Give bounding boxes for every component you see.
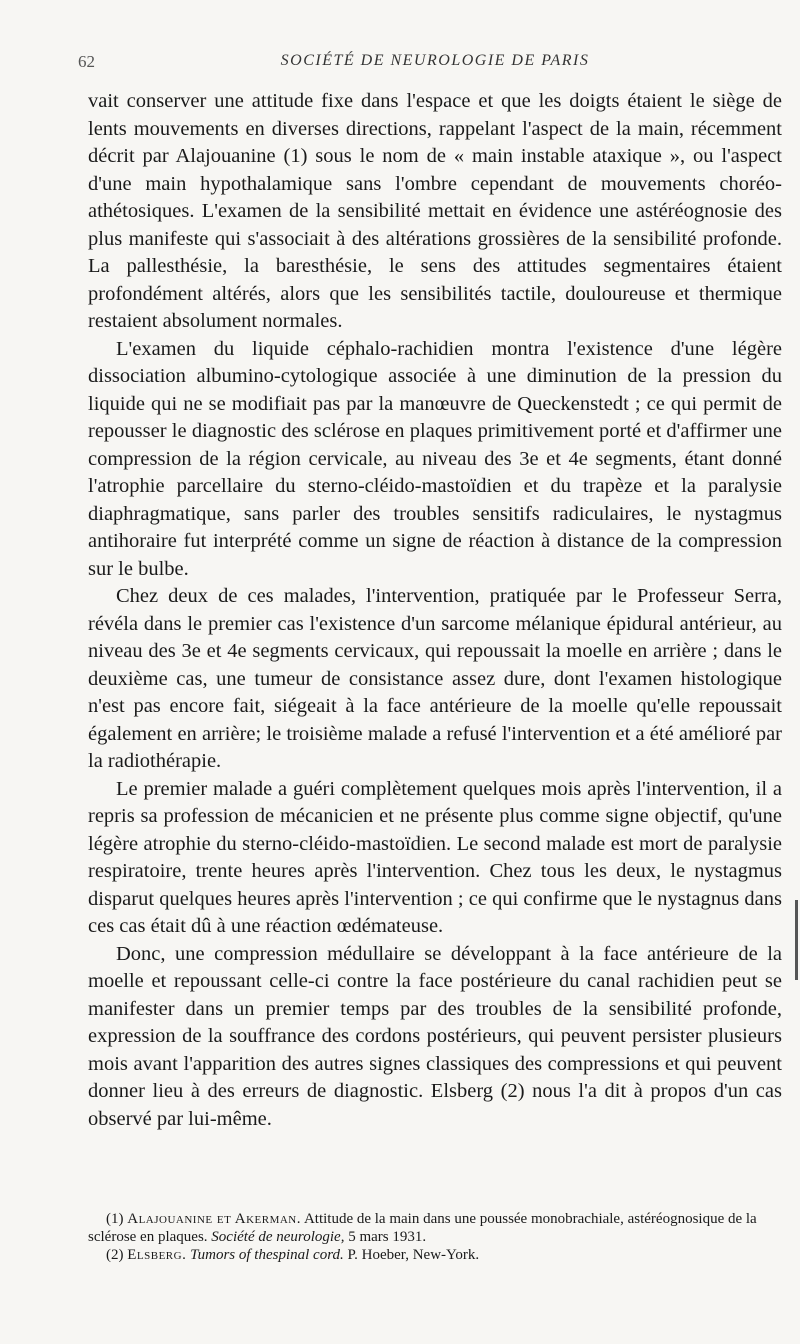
footnote-authors: Alajouanine et Akerman. bbox=[127, 1211, 301, 1227]
paragraph: L'examen du liquide céphalo-rachidien montra l'existence d'une légère dissociation albumino-cytologique associée à une diminution de la pression du liquide qui ne se modifiait pas par la manœuvre de Queckenstedt ; ce qui permit de repousser le diagnostic des sclérose en plaques primitivement porté et d'affirmer une compression de la région cervicale, au niveau des 3e et 4e segments, étant donné l'atrophie parcellaire du sterno-cléido-mastoïdien et du trapèze et la paralysie diaphragmatique, sans parler des troubles sensitifs radiculaires, le nystagmus antihoraire fut interprété comme un signe de réaction à distance de la compression sur le bulbe. bbox=[88, 337, 782, 580]
footnote-marker: (2) bbox=[106, 1247, 124, 1263]
running-head: SOCIÉTÉ DE NEUROLOGIE DE PARIS bbox=[280, 52, 590, 69]
footnote-authors: Elsberg. bbox=[127, 1247, 187, 1263]
footnote-marker: (1) bbox=[106, 1211, 124, 1227]
footnote-journal: Société de neurologie, bbox=[211, 1229, 345, 1245]
footnotes bbox=[88, 1210, 782, 1264]
body-text bbox=[88, 88, 782, 1133]
footnote-publisher: P. Hoeber, New-York. bbox=[347, 1247, 480, 1263]
footnote-date: 5 mars 1931. bbox=[348, 1229, 427, 1245]
page-number: 62 bbox=[78, 52, 95, 71]
footnote-title: Tumors of thespinal cord. bbox=[190, 1247, 344, 1263]
footnote-1 bbox=[88, 1210, 782, 1246]
paragraph: Donc, une compression médullaire se développant à la face antérieure de la moelle et repoussant celle-ci contre la face postérieure du canal rachidien peut se manifester dans un premier temps par des troubles de la sensibilité profonde, expression de la souffrance des cordons postérieurs, qui peuvent persister plusieurs mois avant l'apparition des autres signes classiques des compressions et qui peuvent donner lieu à des erreurs de diagnostic. Elsberg (2) nous l'a dit à propos d'un cas observé par lui-même. bbox=[88, 942, 782, 1130]
paragraph: Le premier malade a guéri complètement quelques mois après l'intervention, il a repris sa profession de mécanicien et ne présente plus comme signe objectif, qu'une légère atrophie du sterno-cléido-mastoïdien. Le second malade est mort de paralysie respiratoire, trente heures après l'intervention. Chez tous les deux, le nystagmus disparut quelques heures après l'intervention ; ce qui confirme que le nystagnus dans ces cas était dû à une réaction œdémateuse. bbox=[88, 777, 782, 937]
footnote-2 bbox=[88, 1246, 782, 1264]
page bbox=[78, 52, 782, 1133]
page-header bbox=[78, 52, 782, 82]
paragraph: vait conserver une attitude fixe dans l'espace et que les doigts étaient le siège de lents mouvements en diverses directions, rappelant l'aspect de la main, récemment décrit par Alajouanine (1) sous le nom de « main instable ataxique », ou l'aspect d'une main hypothalamique sans l'ombre cependant de mouvements choréo-athétosiques. L'examen de la sensibilité mettait en évidence une astéréognosie des plus manifeste qui s'associait à des altérations grossières de la sensibilité profonde. La pallesthésie, la baresthésie, le sens des attitudes segmentaires étaient profondément altérés, alors que les sensibilités tactile, douloureuse et thermique restaient absolument normales. bbox=[88, 90, 782, 332]
footnote-text: Attitude de la main dans une poussée monobrachiale, astéréognosique de la sclérose en plaques. bbox=[88, 1211, 757, 1245]
paragraph: Chez deux de ces malades, l'intervention, pratiquée par le Professeur Serra, révéla dans le premier cas l'existence d'un sarcome mélanique épidural antérieur, au niveau des 3e et 4e segments cervicaux, qui repoussait la moelle en arrière ; dans le deuxième cas, une tumeur de consistance assez dure, dont l'examen histologique n'est pas encore fait, siégeait à la face antérieure de la moelle qu'elle repoussait également en arrière; le troisième malade a refusé l'intervention et a été amélioré par la radiothérapie. bbox=[88, 585, 782, 772]
scan-edge-mark bbox=[795, 900, 798, 980]
